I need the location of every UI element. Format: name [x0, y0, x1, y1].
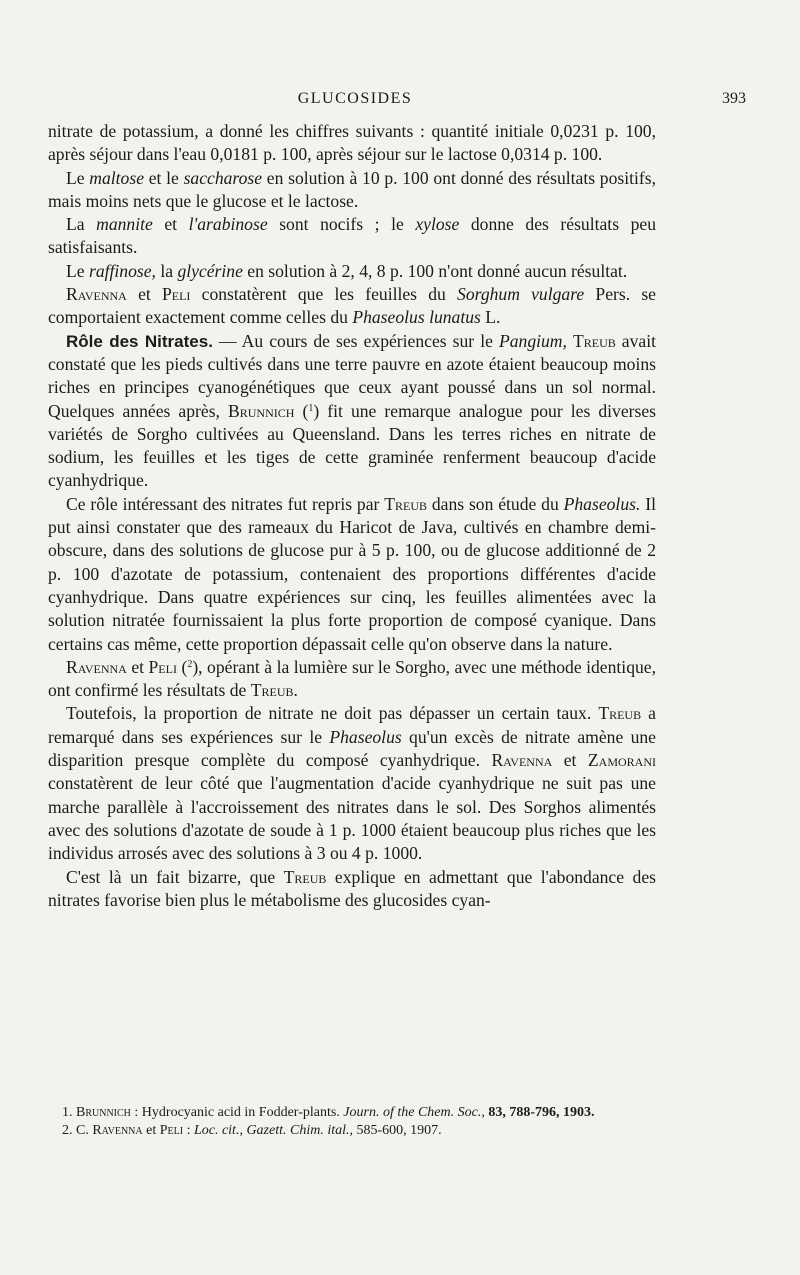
paragraph-sorghum: Ravenna et Peli constatèrent que les feuilles du Sorghum vulgare Pers. se comportaient exactement comme celles du Phaseolus lunatus L. — [48, 284, 656, 328]
paragraph-treub-phaseolus: Ce rôle intéressant des nitrates fut repris par Treub dans son étude du Phaseolus. Il put ainsi constater que des rameaux du Haricot de Java, cultivés en chambre demi-obscure, dans des solutions de glucose pur à 5 p. 100, ou de glucose additionné de 2 p. 100 d'azotate de potassium, contenaient des proportions différentes d'acide cyanhydrique. Dans quatre expériences sur cinq, les feuilles alimentées avec la solution nitratée fournissaient la plus forte proportion de composé cyanique. Dans certains cas même, cette proportion dépassait celle qu'on observe dans la nature. — [48, 493, 656, 654]
footnote-ref-2: 2 — [187, 658, 193, 670]
paragraph-raffinose: Le raffinose, la glycérine en solution à 2, 4, 8 p. 100 n'ont donné aucun résultat. — [66, 260, 628, 281]
footnote-1: 1. Brunnich : Hydrocyanic acid in Fodder-plants. Journ. of the Chem. Soc., 83, 788-796, 1903. — [62, 1105, 595, 1120]
footnote-2: 2. C. Ravenna et Peli : Loc. cit., Gazett. Chim. ital., 585-600, 1907. — [62, 1123, 442, 1138]
paragraph-role-nitrates: Rôle des Nitrates. — Au cours de ses expériences sur le Pangium, Treub avait constaté que les pieds cultivés dans une terre pauvre en azote étaient beaucoup moins riches en principes cyanogénétiques que ceux ayant poussé dans un sol normal. Quelques années après, Brunnich ($^1$) fit une remarque analogue pour les diverses variétés de Sorgho cultivées au Queensland. Dans les terres riches en nitrate de sodium, les feuilles et les tiges de cette graminée renferment beaucoup d'acide cyanhydrique. — [48, 330, 657, 491]
section-heading: Rôle des Nitrates. — [66, 331, 213, 351]
footnotes — [48, 1104, 660, 1140]
paragraph-continued: nitrate de potassium, a donné les chiffres suivants : quantité initiale 0,0231 p. 100, après séjour dans l'eau 0,0181 p. 100, après séjour sur le lactose 0,0314 p. 100. — [48, 121, 656, 165]
running-title: GLUCOSIDES — [297, 90, 413, 107]
page-header — [52, 90, 746, 112]
paragraph-fait-bizarre: C'est là un fait bizarre, que Treub explique en admettant que l'abondance des nitrates favorise bien plus le métabolisme des glucosides cyan- — [48, 866, 656, 910]
footnote-ref-1: 1 — [308, 402, 314, 414]
paragraph-mannite: La mannite et l'arabinose sont nocifs ; le xylose donne des résultats peu satisfaisants. — [48, 214, 656, 258]
page-number: 393 — [722, 90, 746, 107]
paragraph-maltose: Le maltose et le saccharose en solution à 10 p. 100 ont donné des résultats positifs, mais moins nets que le glucose et le lactose. — [48, 167, 656, 211]
paragraph-toutefois: Toutefois, la proportion de nitrate ne doit pas dépasser un certain taux. Treub a remarqué dans ses expériences sur le Phaseolus qu'un excès de nitrate amène une disparition presque complète du composé cyanhydrique. Ravenna et Zamorani constatèrent de leur côté que l'augmentation d'acide cyanhydrique ne suit pas une marche parallèle à l'accroissement des nitrates dans le sol. Des Sorghos alimentés avec des solutions d'azotate de soude à 1 p. 1000 étaient beaucoup plus riches que les individus arrosés avec des solutions à 3 ou 4 p. 1000. — [48, 703, 656, 864]
paragraph-ravenna-sorgho: Ravenna et Peli ($^2$), opérant à la lumière sur le Sorgho, avec une méthode identique, ont confirmé les résultats de Treub. — [48, 656, 656, 701]
body-text — [48, 120, 656, 912]
